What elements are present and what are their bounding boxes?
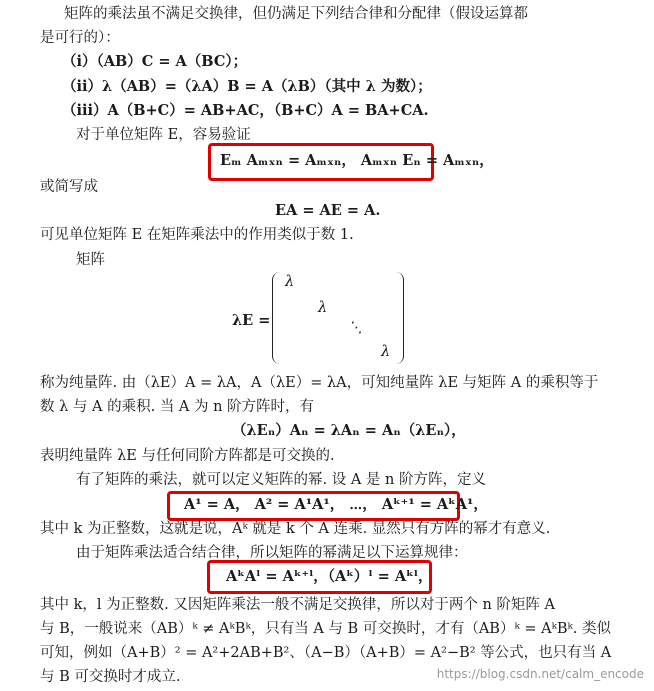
- formula-power-definition: A¹ = A， A² = A¹A¹， ⋯， Aᵏ⁺¹ = AᵏA¹，: [184, 496, 488, 513]
- watermark: https://blog.csdn.net/calm_encode: [436, 667, 644, 681]
- matrix-entry-2: λ: [318, 300, 328, 316]
- scalar-matrix: [272, 272, 404, 364]
- matrix-label: 矩阵: [76, 252, 105, 268]
- noncommute-text-line4: 与 B 可交换时才成立.: [40, 669, 181, 685]
- scalar-product-text: 数 λ 与 A 的乘积. 当 A 为 n 阶方阵时，有: [40, 399, 315, 415]
- power-explanation: 其中 k 为正整数，这就是说，Aᵏ 就是 k 个 A 连乘. 显然只有方阵的幂才有意义.: [40, 521, 551, 537]
- matrix-entry-4: λ: [381, 344, 391, 360]
- law-distributive: （iii）A（B+C）= AB+AC，（B+C）A = BA+CA.: [62, 102, 429, 119]
- noncommute-text-line1: 其中 k，l 为正整数. 又因矩阵乘法一般不满足交换律，所以对于两个 n 阶矩阵 A: [40, 597, 555, 613]
- short-form-label: 或简写成: [40, 179, 98, 195]
- power-intro: 有了矩阵的乘法，就可以定义矩阵的幂. 设 A 是 n 阶方阵，定义: [76, 472, 486, 488]
- commute-conclusion: 表明纯量阵 λE 与任何同阶方阵都是可交换的.: [40, 448, 335, 464]
- formula-scalar-commute: （λEₙ）Aₙ = λAₙ = Aₙ（λEₙ），: [232, 422, 466, 439]
- law-scalar: （ii）λ（AB）=（λA）B = A（λB）（其中 λ 为数）；: [62, 78, 432, 95]
- identity-analogy: 可见单位矩阵 E 在矩阵乘法中的作用类似于数 1.: [40, 227, 354, 243]
- power-rules-intro: 由于矩阵乘法适合结合律，所以矩阵的幂满足以下运算规律：: [76, 545, 468, 561]
- paragraph-intro-line2: 是可行的）：: [40, 30, 120, 46]
- scalar-matrix-label: λE =: [232, 312, 271, 329]
- noncommute-text-line3: 可知，例如（A+B）² = A²+2AB+B²、（A−B）（A+B）= A²−B² 等公式，也只有当 A: [40, 645, 612, 661]
- paragraph-intro-line1: 矩阵的乘法虽不满足交换律，但仍满足下列结合律和分配律（假设运算都: [64, 6, 528, 22]
- formula-ea: EA = AE = A.: [275, 202, 381, 219]
- identity-intro: 对于单位矩阵 E，容易验证: [76, 127, 251, 143]
- formula-identity: Eₘ Aₘₓₙ = Aₘₓₙ， Aₘₓₙ Eₙ = Aₘₓₙ，: [220, 152, 494, 169]
- formula-power-rules: AᵏAˡ = Aᵏ⁺ˡ，（Aᵏ）ˡ = Aᵏˡ，: [226, 568, 433, 585]
- law-associative: （i）（AB）C = A（BC）；: [62, 53, 248, 70]
- scalar-matrix-definition: 称为纯量阵. 由（λE）A = λA，A（λE）= λA，可知纯量阵 λE 与矩阵 A 的乘积等于: [40, 375, 599, 391]
- matrix-dots: ⋱: [348, 320, 363, 336]
- noncommute-text-line2: 与 B，一般说来（AB）ᵏ ≠ AᵏBᵏ，只有当 A 与 B 可交换时，才有（AB）ᵏ = AᵏBᵏ. 类似: [40, 621, 612, 637]
- matrix-entry-1: λ: [285, 274, 295, 290]
